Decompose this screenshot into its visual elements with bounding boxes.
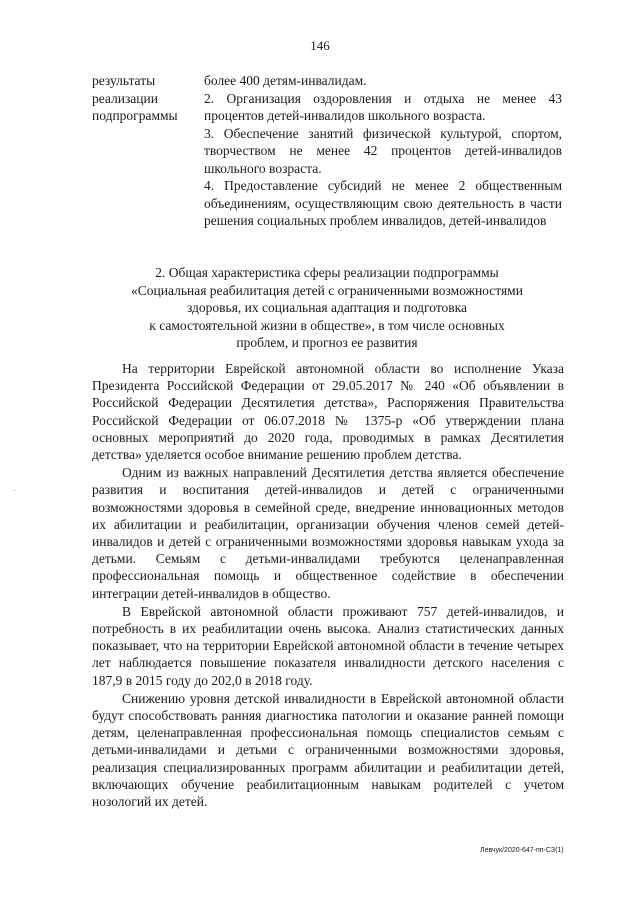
body-text — [92, 360, 564, 811]
paragraph: Снижению уровня детской инвалидности в Еврейской автономной области будут способствовать ранняя диагностика патологии и оказание ранней помощи детям, целенаправленная профессиональная помощь специалистов семьям с детьми-инвалидами и детьми с ограниченными возможностями здоровья, реализация специализированных программ абилитации и реабилитации детей, включающих обучение реабилитационным навыкам родителей с учетом нозологий их детей. — [92, 690, 564, 810]
page-number: 146 — [310, 38, 330, 53]
results-label — [92, 72, 204, 230]
paragraph: В Еврейской автономной области проживают 757 детей-инвалидов, и потребность в их реабилитации очень высока. Анализ статистических данных показывает, что на территории Еврейской автономной области в течение четырех лет наблюдается повышение показателя инвалидности детского населения с 187,9 в 2015 году до 202,0 в 2018 году. — [92, 603, 564, 688]
margin-mark — [14, 490, 15, 491]
results-item: 3. Обеспечение занятий физической культурой, спортом, творчеством не менее 42 процентов детей-инвалидов школьного возраста. — [204, 125, 562, 176]
paragraph: Одним из важных направлений Десятилетия детства является обеспечение развития и воспитания детей-инвалидов и детей с ограниченными возможностями здоровья в семейной среде, внедрение инновационных методов их абилитации и реабилитации, организации обучения членов семей детей-инвалидов и детей с ограниченными возможностями здоровья навыкам ухода за детьми. Семьям с детьми-инвалидами требуются целенаправленная профессиональная помощь и общественное содействие в обеспечении интеграции детей-инвалидов в общество. — [92, 465, 564, 601]
results-label-line: реализации — [92, 90, 158, 106]
results-item: 2. Организация оздоровления и отдыха не менее 43 процентов детей-инвалидов школьного возраста. — [204, 90, 562, 123]
section-heading-line: к самостоятельной жизни в обществе», в том числе основных — [149, 317, 505, 333]
results-label-line: подпрограммы — [92, 108, 178, 123]
results-table — [92, 72, 562, 230]
section-heading-line: здоровья, их социальная адаптация и подготовка — [186, 300, 468, 315]
results-item: 4. Предоставление субсидий не менее 2 общественным объединениям, осуществляющим свою деятельность в части решения социальных проблем инвалидов, детей-инвалидов — [204, 178, 562, 228]
footer-code: Левчук/2020-647-пп-СЗ(1) — [480, 847, 564, 854]
results-item: более 400 детям-инвалидам. — [204, 73, 367, 88]
paragraph: На территории Еврейской автономной области во исполнение Указа Президента Российской Федерации от 29.05.2017 № 240 «Об объявлении в Российской Федерации Десятилетия детства», Распоряжения Правительства Российской Федерации от 06.07.2018 № 1375-р «Об утверждении плана основных мероприятий до 2020 года, проводимых в рамках Десятилетия детства» уделяется особое внимание решению проблем детства. — [92, 361, 564, 463]
section-heading — [92, 264, 562, 352]
section-heading-line: проблем, и прогноз ее развития — [236, 335, 418, 350]
section-heading-line: 2. Общая характеристика сферы реализации подпрограммы — [155, 265, 499, 280]
results-label-line: результаты — [92, 73, 156, 88]
results-content — [204, 72, 562, 230]
section-heading-line: «Социальная реабилитация детей с ограниченными возможностями — [131, 282, 523, 298]
